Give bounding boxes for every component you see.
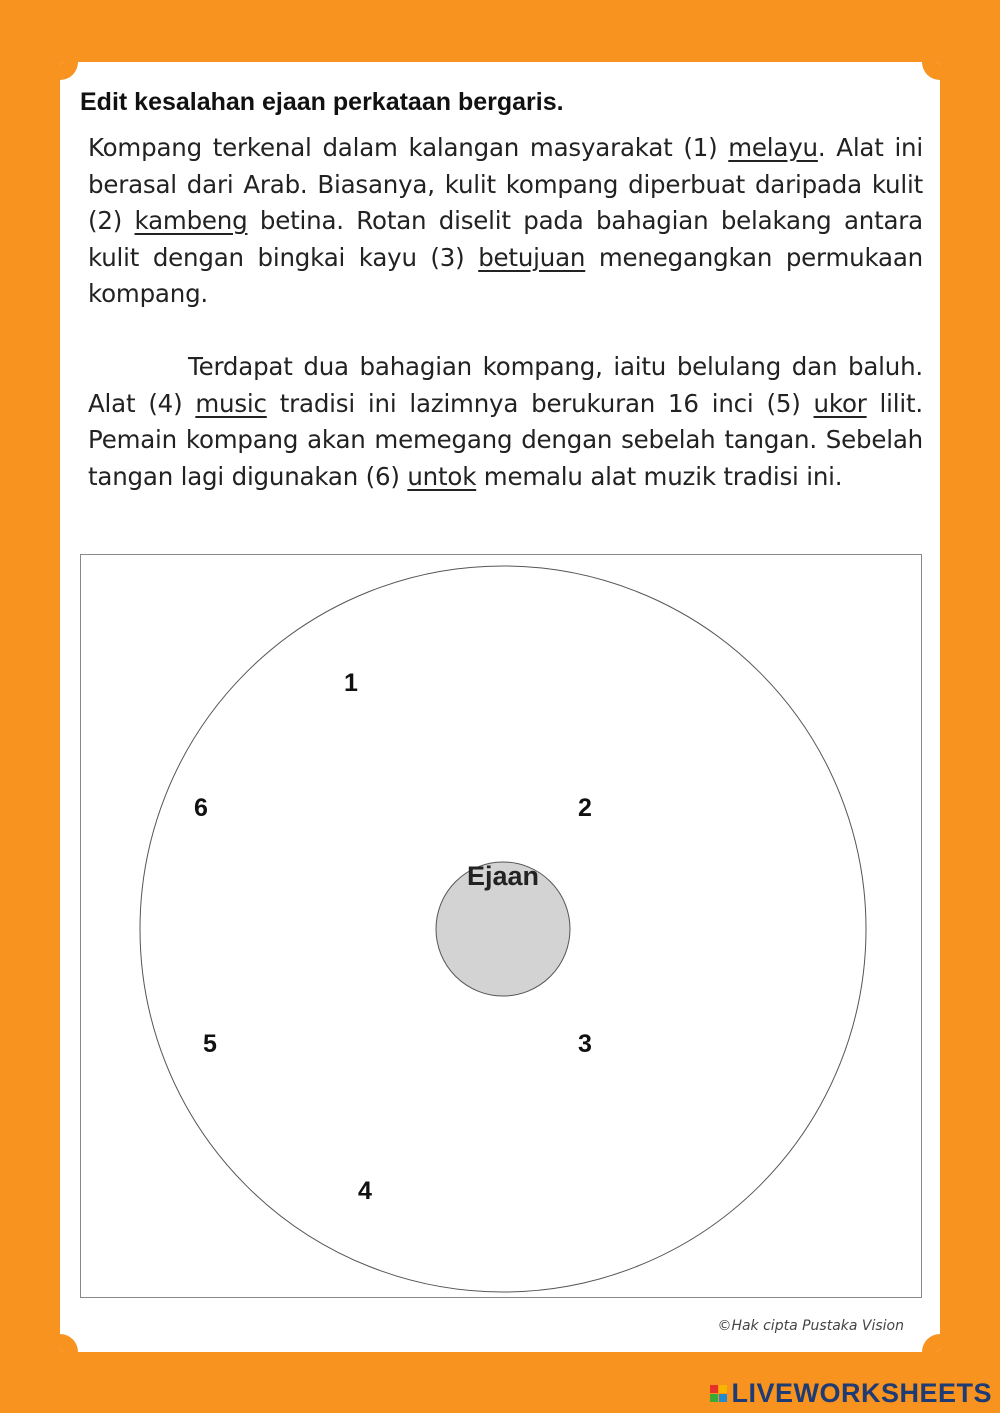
underlined-word-1: melayu	[728, 133, 818, 162]
text-span: . Alat ini berasal dari Arab. Biasanya, kulit kompang diperbuat daripada kulit (2)	[88, 133, 923, 235]
answer-slot-3[interactable]: 3	[578, 1030, 592, 1058]
answer-slot-5[interactable]: 5	[203, 1030, 217, 1058]
center-label: Ejaan	[466, 861, 540, 891]
underlined-word-2: kambeng	[134, 206, 248, 235]
text-span: betina. Rotan diselit pada bahagian belakang antara kulit dengan bingkai kayu (3)	[88, 206, 923, 272]
text-span: lilit. Pemain kompang akan memegang dengan sebelah tangan. Sebelah tangan lagi digunakan (6)	[88, 388, 923, 491]
answer-slot-2[interactable]: 2	[578, 794, 592, 822]
underlined-word-6: untok	[407, 461, 477, 491]
underlined-word-5: ukor	[813, 388, 867, 418]
text-span: memalu alat muzik tradisi ini.	[476, 461, 843, 491]
logo-square	[719, 1385, 727, 1393]
text-span: Terdapat dua bahagian kompang, iaitu belulang dan baluh. Alat (4)	[88, 352, 923, 418]
logo-square	[710, 1385, 718, 1393]
text-span: menegangkan permukaan kompang.	[88, 242, 923, 308]
answer-slot-4[interactable]: 4	[358, 1177, 372, 1205]
liveworksheets-logo-icon	[710, 1385, 727, 1402]
text-span: Kompang terkenal dalam kalangan masyarakat (1)	[88, 133, 729, 162]
paragraph-1	[88, 130, 923, 313]
brand-footer[interactable]	[710, 1378, 992, 1409]
kompang-diagram	[80, 554, 922, 1298]
kompang-drawing	[81, 555, 923, 1299]
corner-notch	[922, 62, 940, 80]
worksheet-card	[60, 62, 940, 1352]
brand-name: LIVEWORKSHEETS	[731, 1378, 992, 1408]
paragraph-2	[88, 349, 923, 495]
corner-notch	[60, 1334, 78, 1352]
underlined-word-4: music	[195, 388, 267, 418]
instruction-heading: Edit kesalahan ejaan perkataan bergaris.	[80, 88, 564, 116]
logo-square	[710, 1394, 718, 1402]
corner-notch	[922, 1334, 940, 1352]
answer-slot-1[interactable]: 1	[344, 669, 358, 697]
corner-notch	[60, 62, 78, 80]
answer-slot-6[interactable]: 6	[194, 794, 208, 822]
text-span: tradisi ini lazimnya berukuran 16 inci (5)	[266, 388, 814, 418]
logo-square	[719, 1394, 727, 1402]
copyright-text: ©Hak cipta Pustaka Vision	[717, 1318, 904, 1334]
underlined-word-3: betujuan	[478, 242, 586, 272]
